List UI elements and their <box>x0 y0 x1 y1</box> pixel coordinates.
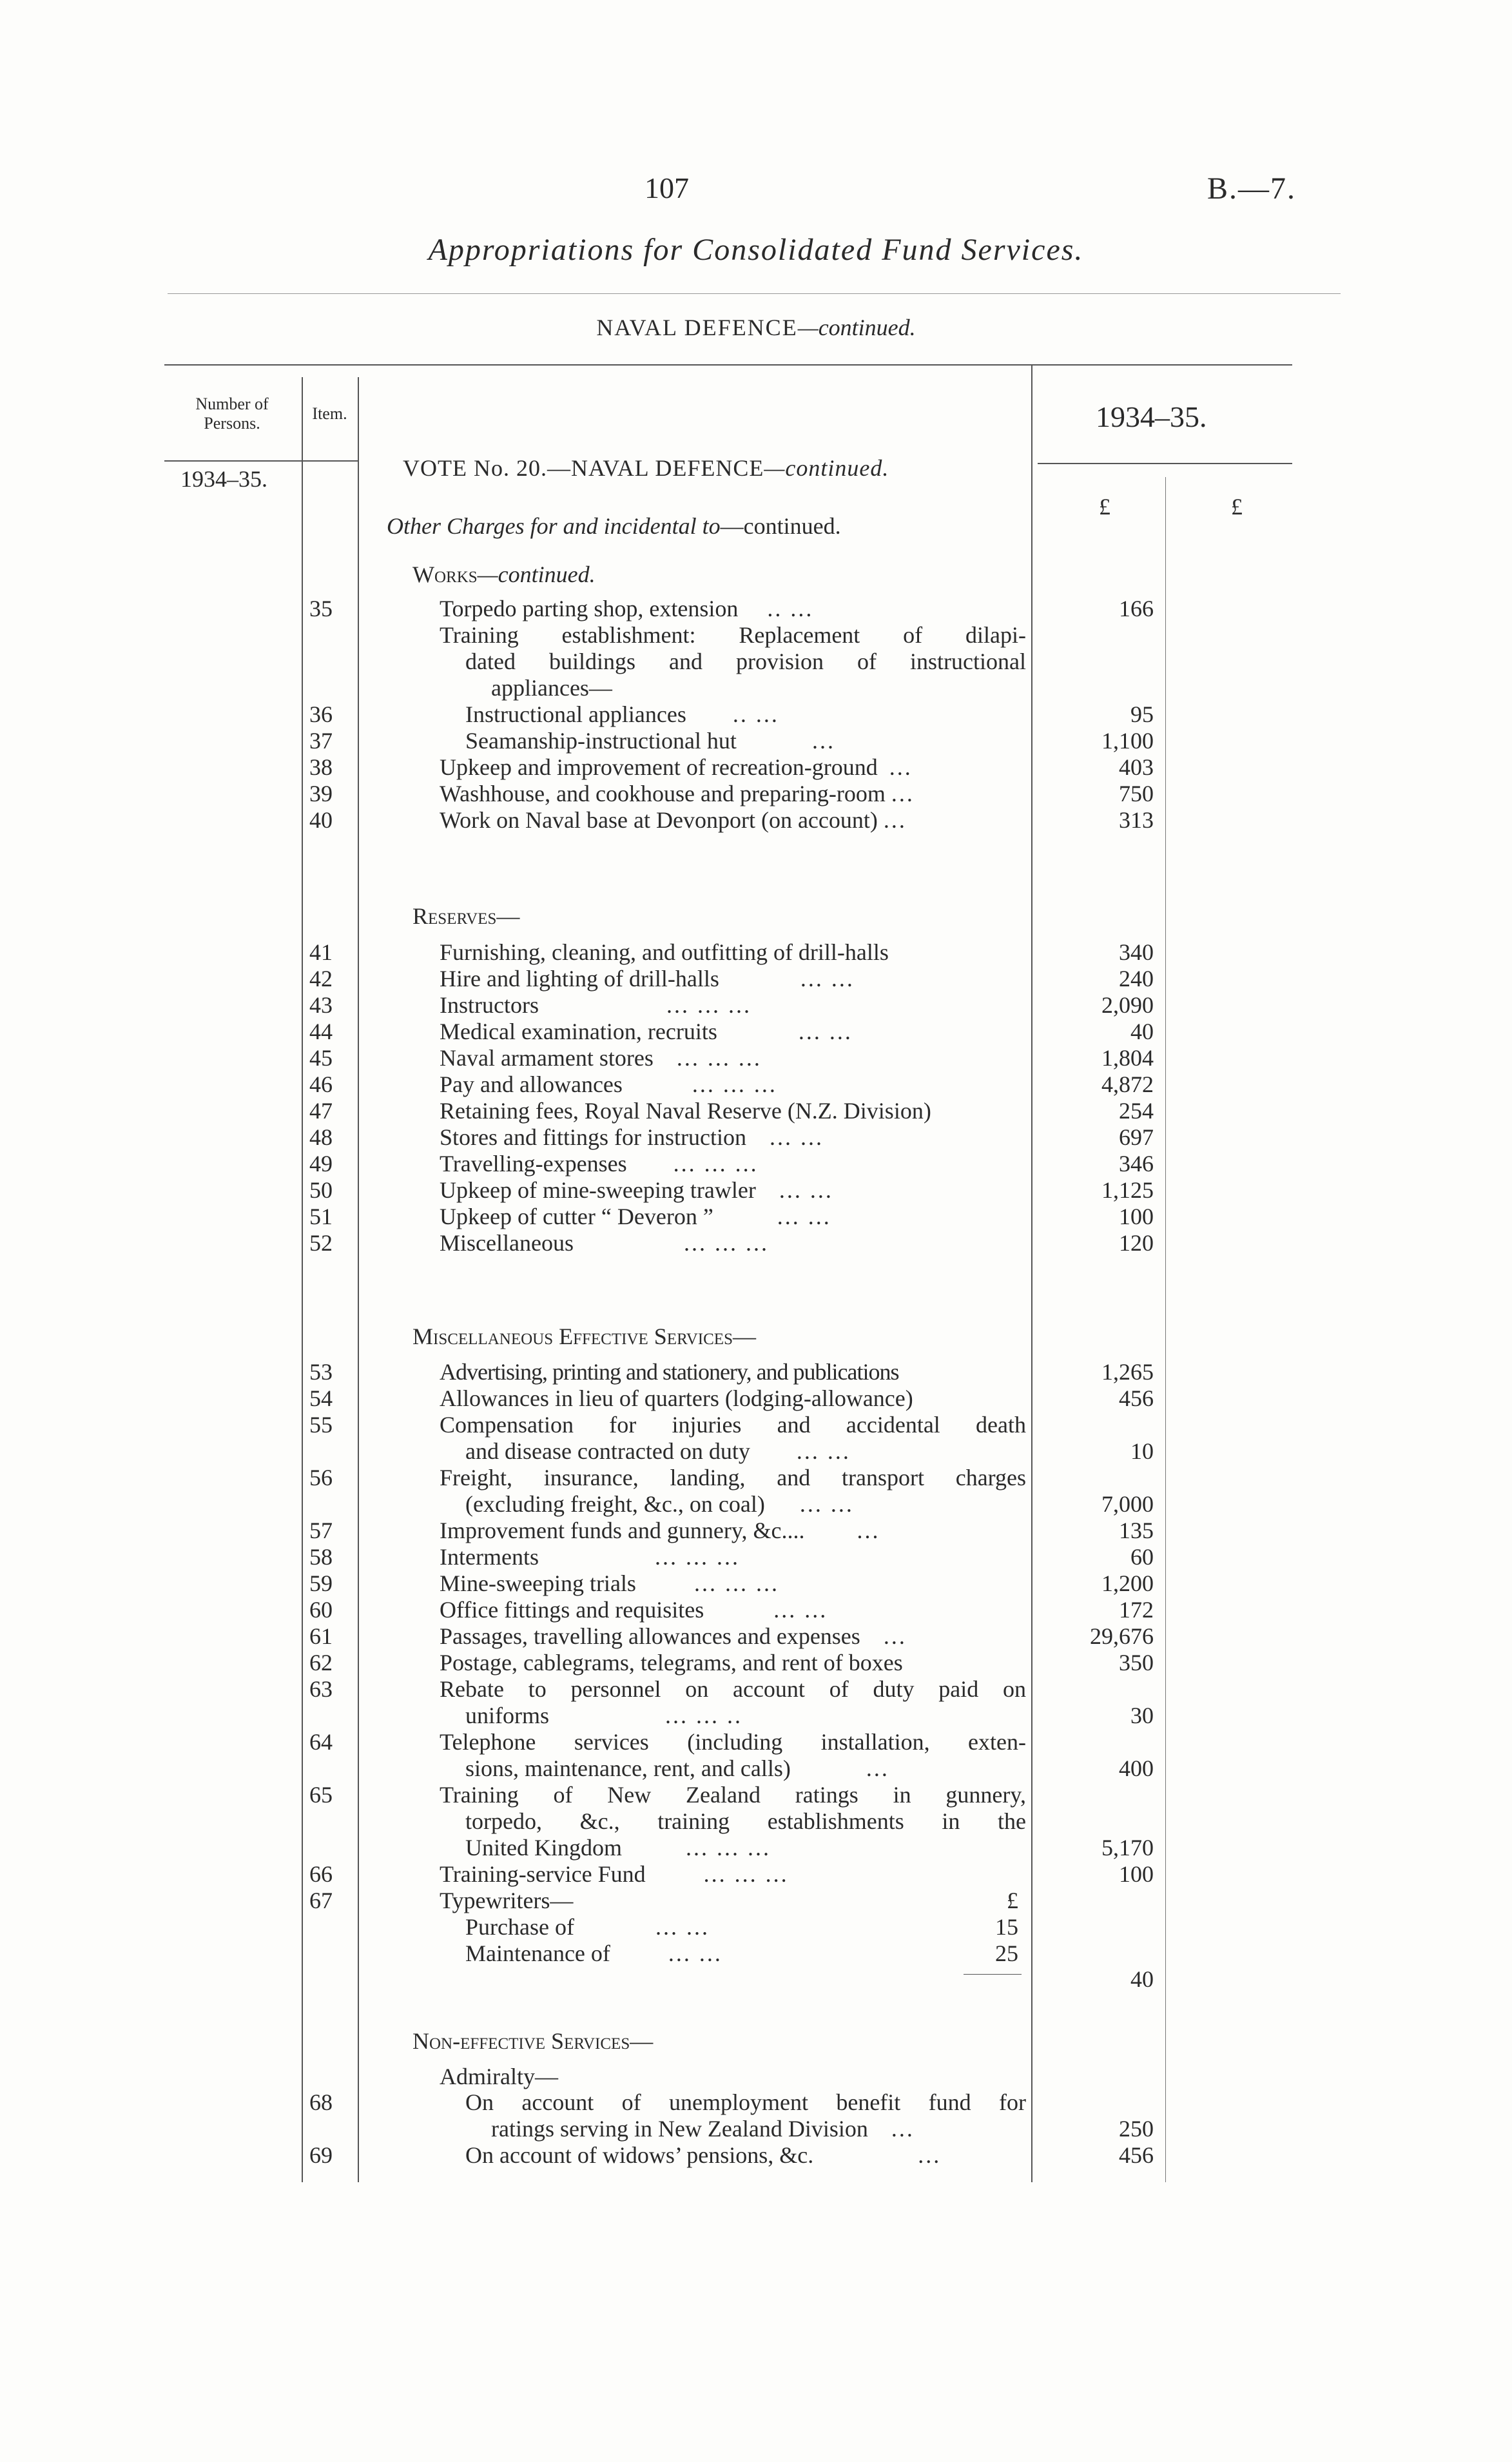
item-description: Hire and lighting of drill-halls ... ... <box>440 966 855 992</box>
admiralty-heading: Admiralty— <box>440 2064 558 2089</box>
item-description: dated buildings and provision of instructional <box>465 649 1026 674</box>
item-number: 58 <box>309 1544 333 1570</box>
item-number: 51 <box>309 1204 333 1229</box>
item-number: 64 <box>309 1729 333 1755</box>
item-description: Rebate to personnel on account of duty paid on <box>440 1676 1026 1702</box>
typewriters-maintenance: Maintenance of ... ... <box>465 1940 722 1966</box>
typewriters-purchase: Purchase of ... ... <box>465 1914 710 1940</box>
item-description: Naval armament stores ... ... ... <box>440 1045 762 1071</box>
other-charges-text: Other Charges for and incidental to <box>387 513 721 539</box>
item-number: 36 <box>309 701 333 727</box>
item-number: 52 <box>309 1230 333 1256</box>
item-number: 57 <box>309 1518 333 1543</box>
document-reference: B.—7. <box>1207 171 1296 206</box>
item-number: 35 <box>309 596 333 621</box>
pound-sign-1: £ <box>1099 494 1110 520</box>
item-number: 54 <box>309 1385 333 1411</box>
item-number: 60 <box>309 1597 333 1623</box>
item-description: Training establishment: Replacement of dilapi- <box>440 622 1026 648</box>
item-number: 62 <box>309 1650 333 1676</box>
item-description: Upkeep of mine-sweeping trawler ... ... <box>440 1177 833 1203</box>
item-description: Upkeep and improvement of recreation-ground ... <box>440 754 913 780</box>
misc-heading: Miscellaneous Effective Services— <box>412 1324 756 1349</box>
item-description: (excluding freight, &c., on coal) ... ... <box>465 1491 854 1517</box>
item-description: Office fittings and requisites ... ... <box>440 1597 828 1623</box>
item-description: Allowances in lieu of quarters (lodging-allowance) <box>440 1385 913 1411</box>
item-amount: 456 <box>1119 2142 1154 2168</box>
item-number: 46 <box>309 1071 333 1097</box>
item-amount: 95 <box>1130 701 1154 727</box>
item-number: 44 <box>309 1019 333 1044</box>
item-description: Training of New Zealand ratings in gunnery, <box>440 1782 1026 1808</box>
item-amount: 10 <box>1130 1438 1154 1464</box>
vote-title-text: VOTE No. 20.—NAVAL DEFENCE <box>403 455 764 481</box>
section-title <box>0 314 1512 341</box>
header-bottom-rule-left <box>164 460 358 462</box>
persons-year: 1934–35. <box>180 466 267 492</box>
pound-sign-2: £ <box>1231 494 1243 520</box>
item-amount: 1,100 <box>1101 728 1154 754</box>
item-description: Passages, travelling allowances and expenses ... <box>440 1623 907 1649</box>
reserves-heading: Reserves— <box>412 903 520 929</box>
column-divider-item <box>358 377 359 2182</box>
item-number: 68 <box>309 2089 333 2115</box>
item-amount: 1,265 <box>1101 1359 1154 1385</box>
item-amount: 346 <box>1119 1151 1154 1177</box>
item-description: Mine-sweeping trials ... ... ... <box>440 1570 779 1596</box>
item-amount: 120 <box>1119 1230 1154 1256</box>
typewriters-sum-rule <box>964 1974 1022 1975</box>
item-description: On account of unemployment benefit fund for <box>465 2089 1026 2115</box>
item-amount: 1,200 <box>1101 1570 1154 1596</box>
year-header: 1934–35. <box>1096 400 1207 433</box>
other-charges-suffix: —continued. <box>720 513 841 539</box>
item-description: Freight, insurance, landing, and transport charges <box>440 1465 1026 1490</box>
item-description: ratings serving in New Zealand Division ... <box>491 2116 915 2142</box>
item-description: Stores and fittings for instruction ... ... <box>440 1124 824 1150</box>
page-number: 107 <box>645 171 689 204</box>
item-description: Instructional appliances .. ... <box>465 701 779 727</box>
item-amount: 172 <box>1119 1597 1154 1623</box>
item-number: 61 <box>309 1623 333 1649</box>
column-divider-persons <box>302 377 303 2182</box>
item-description: Advertising, printing and stationery, and publications <box>440 1359 899 1385</box>
item-description: Improvement funds and gunnery, &c.... ... <box>440 1518 880 1543</box>
item-amount: 100 <box>1119 1861 1154 1887</box>
item-description: Interments ... ... ... <box>440 1544 740 1570</box>
item-header: Item. <box>312 404 347 423</box>
item-number: 41 <box>309 939 333 965</box>
item-description: Retaining fees, Royal Naval Reserve (N.Z. Division) <box>440 1098 931 1124</box>
works-heading <box>412 561 596 588</box>
section-name: NAVAL DEFENCE <box>596 315 798 340</box>
item-amount: 350 <box>1119 1650 1154 1676</box>
item-description: Telephone services (including installation, exten- <box>440 1729 1026 1755</box>
typewriters-pound-sign: £ <box>1007 1888 1018 1913</box>
item-description: Compensation for injuries and accidental death <box>440 1412 1026 1438</box>
item-description: Training-service Fund ... ... ... <box>440 1861 789 1887</box>
item-description: On account of widows’ pensions, &c. ... <box>465 2142 942 2168</box>
item-number: 65 <box>309 1782 333 1808</box>
item-number: 37 <box>309 728 333 754</box>
item-amount: 2,090 <box>1101 992 1154 1018</box>
item-amount: 30 <box>1130 1703 1154 1728</box>
item-number: 40 <box>309 807 333 833</box>
item-number: 39 <box>309 781 333 806</box>
item-description: Postage, cablegrams, telegrams, and rent of boxes <box>440 1650 903 1676</box>
item-number: 53 <box>309 1359 333 1385</box>
typewriters-maintenance-value: 25 <box>995 1940 1018 1966</box>
item-amount: 60 <box>1130 1544 1154 1570</box>
item-description: Medical examination, recruits ... ... <box>440 1019 853 1044</box>
item-amount: 250 <box>1119 2116 1154 2142</box>
item-description: torpedo, &c., training establishments in the <box>465 1808 1026 1834</box>
item-description: uniforms ... ... .. <box>465 1703 742 1728</box>
item-number: 49 <box>309 1151 333 1177</box>
item-amount: 7,000 <box>1101 1491 1154 1517</box>
item-amount: 29,676 <box>1090 1623 1154 1649</box>
other-charges-heading <box>387 513 841 540</box>
item-description: United Kingdom ... ... ... <box>465 1835 771 1861</box>
item-number: 42 <box>309 966 333 992</box>
item-amount: 456 <box>1119 1385 1154 1411</box>
item-description: Upkeep of cutter “ Deveron ” ... ... <box>440 1204 831 1229</box>
column-divider-pounds <box>1165 477 1166 2182</box>
item-amount: 313 <box>1119 807 1154 833</box>
item-amount: 240 <box>1119 966 1154 992</box>
item-description: Washhouse, and cookhouse and preparing-room ... <box>440 781 915 806</box>
non-effective-heading: Non-effective Services— <box>412 2028 654 2054</box>
item-description: Furnishing, cleaning, and outfitting of drill-halls <box>440 939 889 965</box>
title-rule <box>168 293 1341 294</box>
header-bottom-rule-right <box>1038 463 1292 464</box>
item-description: and disease contracted on duty ... ... <box>465 1438 851 1464</box>
item-amount: 340 <box>1119 939 1154 965</box>
item-number: 56 <box>309 1465 333 1490</box>
item-amount: 1,804 <box>1101 1045 1154 1071</box>
item-number: 43 <box>309 992 333 1018</box>
item-amount: 135 <box>1119 1518 1154 1543</box>
item-amount: 5,170 <box>1101 1835 1154 1861</box>
section-suffix: —continued. <box>797 315 916 340</box>
item-amount: 403 <box>1119 754 1154 780</box>
item-description: Work on Naval base at Devonport (on account) ... <box>440 807 907 833</box>
item-amount: 697 <box>1119 1124 1154 1150</box>
item-description: Instructors ... ... ... <box>440 992 751 1018</box>
page-title: Appropriations for Consolidated Fund Services. <box>428 233 1084 267</box>
item-number: 55 <box>309 1412 333 1438</box>
item-amount: 4,872 <box>1101 1071 1154 1097</box>
item-description: Typewriters— <box>440 1888 574 1913</box>
item-amount: 750 <box>1119 781 1154 806</box>
item-description: sions, maintenance, rent, and calls) ... <box>465 1755 889 1781</box>
item-number: 59 <box>309 1570 333 1596</box>
item-description: appliances— <box>491 675 612 701</box>
vote-title <box>403 454 889 482</box>
item-number: 48 <box>309 1124 333 1150</box>
item-amount: 400 <box>1119 1755 1154 1781</box>
item-number: 69 <box>309 2142 333 2168</box>
item-description: Seamanship-instructional hut ... <box>465 728 835 754</box>
item-number: 50 <box>309 1177 333 1203</box>
typewriters-total: 40 <box>1130 1966 1154 1992</box>
item-number: 67 <box>309 1888 333 1913</box>
table-top-rule <box>164 364 1292 366</box>
works-heading-text: Works <box>412 562 478 587</box>
item-number: 66 <box>309 1861 333 1887</box>
item-description: Torpedo parting shop, extension .. ... <box>440 596 814 621</box>
item-amount: 254 <box>1119 1098 1154 1124</box>
item-description: Travelling-expenses ... ... ... <box>440 1151 759 1177</box>
item-number: 47 <box>309 1098 333 1124</box>
item-number: 63 <box>309 1676 333 1702</box>
item-number: 38 <box>309 754 333 780</box>
item-amount: 166 <box>1119 596 1154 621</box>
vote-title-suffix: —continued. <box>764 455 889 481</box>
number-of-persons-header: Number of Persons. <box>195 395 269 433</box>
item-description: Pay and allowances ... ... ... <box>440 1071 777 1097</box>
column-divider-amount <box>1031 364 1032 2182</box>
works-heading-suffix: —continued. <box>477 562 596 587</box>
item-amount: 100 <box>1119 1204 1154 1229</box>
item-amount: 40 <box>1130 1019 1154 1044</box>
item-amount: 1,125 <box>1101 1177 1154 1203</box>
item-number: 45 <box>309 1045 333 1071</box>
item-description: Miscellaneous ... ... ... <box>440 1230 769 1256</box>
typewriters-purchase-value: 15 <box>995 1914 1018 1940</box>
